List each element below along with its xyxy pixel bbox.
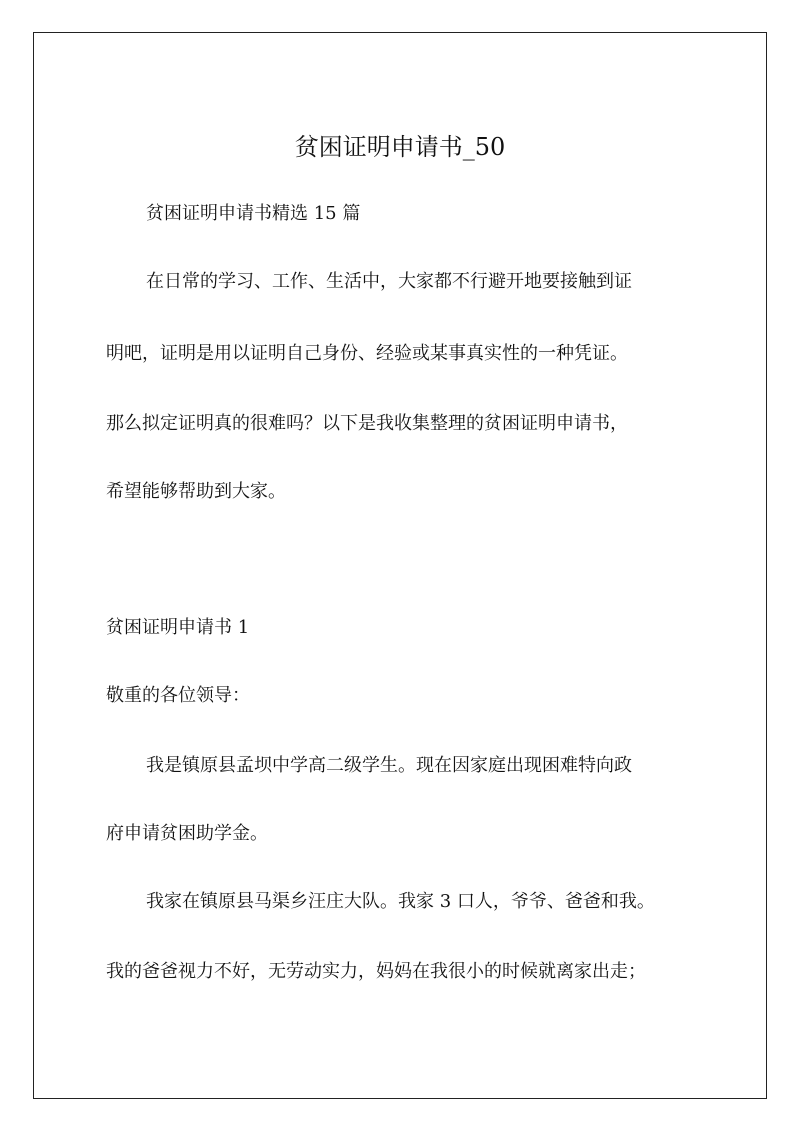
- paragraph1-line-1: 我是镇原县孟坝中学高二级学生。现在因家庭出现困难特向政: [146, 755, 632, 776]
- intro-line-4: 希望能够帮助到大家。: [106, 481, 286, 502]
- intro-line-3: 那么拟定证明真的很难吗？以下是我收集整理的贫困证明申请书，: [106, 413, 628, 434]
- document-title: 贫困证明申请书_50: [294, 133, 506, 161]
- paragraph1-line-2: 府申请贫困助学金。: [106, 823, 268, 844]
- salutation: 敬重的各位领导：: [106, 685, 250, 706]
- intro-line-1: 在日常的学习、工作、生活中，大家都不行避开地要接触到证: [146, 271, 632, 292]
- document-subtitle: 贫困证明申请书精选 15 篇: [146, 203, 361, 224]
- paragraph2-line-1: 我家在镇原县马渠乡汪庄大队。我家 3 口人，爷爷、爸爸和我。: [146, 891, 655, 912]
- paragraph2-line-2: 我的爸爸视力不好，无劳动实力，妈妈在我很小的时候就离家出走；: [106, 961, 646, 982]
- section-heading: 贫困证明申请书 1: [106, 617, 250, 638]
- intro-line-2: 明吧，证明是用以证明自己身份、经验或某事真实性的一种凭证。: [106, 343, 628, 364]
- page-border: [33, 32, 767, 1099]
